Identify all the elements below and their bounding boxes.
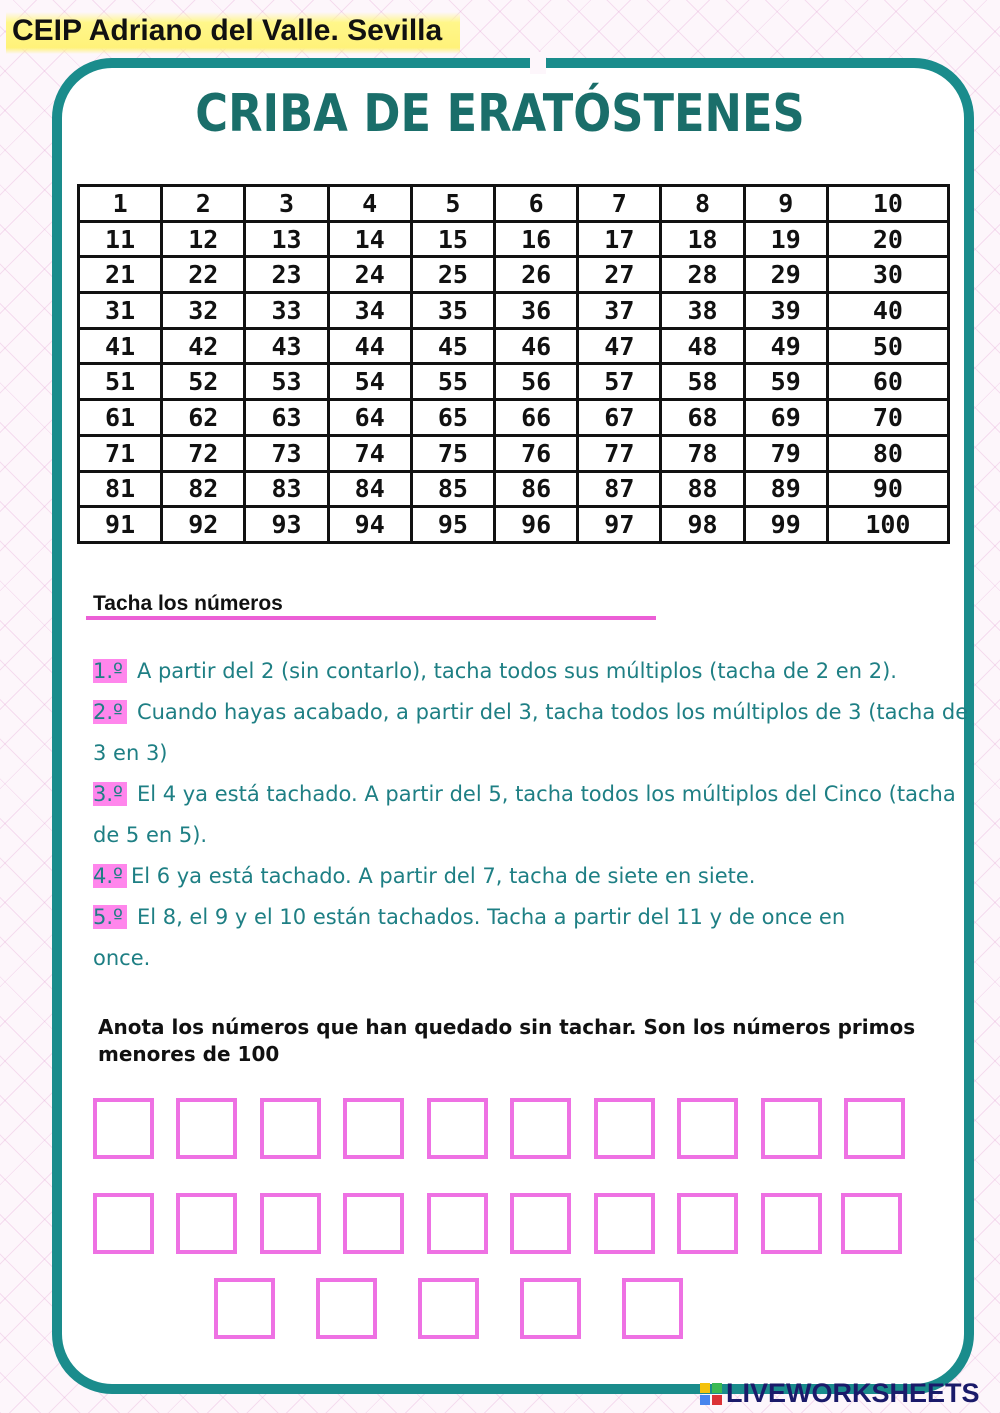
grid-cell[interactable]: 5 [411, 186, 494, 222]
grid-cell[interactable]: 66 [495, 400, 578, 436]
instruction-step [93, 692, 973, 774]
answer-box[interactable] [260, 1098, 321, 1159]
grid-cell[interactable]: 93 [245, 507, 328, 543]
answer-box[interactable] [622, 1278, 683, 1339]
answer-box[interactable] [260, 1193, 321, 1254]
grid-cell[interactable]: 56 [495, 364, 578, 400]
step-text: El 8, el 9 y el 10 están tachados. Tacha a partir del 11 y de once en once. [93, 905, 846, 970]
grid-cell[interactable]: 98 [661, 507, 744, 543]
grid-cell[interactable]: 75 [411, 435, 494, 471]
grid-cell[interactable]: 76 [495, 435, 578, 471]
grid-cell[interactable]: 26 [495, 257, 578, 293]
answer-box[interactable] [93, 1193, 154, 1254]
step-text: Cuando hayas acabado, a partir del 3, tacha todos los múltiplos de 3 (tacha de 3 en 3) [93, 700, 969, 765]
grid-cell[interactable]: 62 [162, 400, 245, 436]
step-number: 2.º [93, 700, 127, 724]
grid-cell[interactable]: 65 [411, 400, 494, 436]
grid-cell[interactable]: 72 [162, 435, 245, 471]
answer-box[interactable] [343, 1098, 404, 1159]
number-grid [77, 184, 950, 544]
grid-cell[interactable]: 90 [827, 471, 948, 507]
grid-cell[interactable]: 97 [578, 507, 661, 543]
instruction-step [93, 774, 973, 856]
grid-cell[interactable]: 45 [411, 328, 494, 364]
grid-cell[interactable]: 4 [328, 186, 411, 222]
answer-box[interactable] [427, 1098, 488, 1159]
grid-cell[interactable]: 61 [79, 400, 162, 436]
grid-cell[interactable]: 35 [411, 293, 494, 329]
grid-cell[interactable]: 18 [661, 221, 744, 257]
answer-box[interactable] [214, 1278, 275, 1339]
grid-cell[interactable]: 37 [578, 293, 661, 329]
answer-box[interactable] [418, 1278, 479, 1339]
answer-box[interactable] [510, 1193, 571, 1254]
school-name: CEIP Adriano del Valle. Sevilla [6, 12, 460, 54]
grid-cell[interactable]: 94 [328, 507, 411, 543]
answer-box[interactable] [427, 1193, 488, 1254]
grid-cell[interactable]: 30 [827, 257, 948, 293]
answer-box[interactable] [844, 1098, 905, 1159]
grid-cell[interactable]: 60 [827, 364, 948, 400]
answer-prompt: Anota los números que han quedado sin tachar. Son los números primos menores de 100 [98, 1015, 916, 1066]
step-number: 5.º [93, 905, 127, 929]
grid-cell[interactable]: 58 [661, 364, 744, 400]
grid-cell[interactable]: 51 [79, 364, 162, 400]
grid-row [79, 435, 949, 471]
grid-cell[interactable]: 29 [744, 257, 827, 293]
grid-cell[interactable]: 52 [162, 364, 245, 400]
grid-cell[interactable]: 11 [79, 221, 162, 257]
step-number: 3.º [93, 782, 127, 806]
grid-cell[interactable]: 50 [827, 328, 948, 364]
answer-box[interactable] [176, 1098, 237, 1159]
grid-cell[interactable]: 9 [744, 186, 827, 222]
grid-cell[interactable]: 43 [245, 328, 328, 364]
grid-cell[interactable]: 13 [245, 221, 328, 257]
grid-cell[interactable]: 95 [411, 507, 494, 543]
grid-cell[interactable]: 96 [495, 507, 578, 543]
grid-cell[interactable]: 31 [79, 293, 162, 329]
grid-cell[interactable]: 7 [578, 186, 661, 222]
grid-cell[interactable]: 91 [79, 507, 162, 543]
grid-cell[interactable]: 83 [245, 471, 328, 507]
grid-cell[interactable]: 57 [578, 364, 661, 400]
grid-cell[interactable]: 34 [328, 293, 411, 329]
instruction-step [93, 651, 973, 692]
grid-cell[interactable]: 1 [79, 186, 162, 222]
grid-cell[interactable]: 32 [162, 293, 245, 329]
grid-cell[interactable]: 87 [578, 471, 661, 507]
grid-cell[interactable]: 27 [578, 257, 661, 293]
answer-box[interactable] [594, 1098, 655, 1159]
grid-row [79, 293, 949, 329]
grid-cell[interactable]: 99 [744, 507, 827, 543]
grid-row [79, 364, 949, 400]
instruction-step [93, 856, 973, 897]
grid-cell[interactable]: 73 [245, 435, 328, 471]
grid-cell[interactable]: 19 [744, 221, 827, 257]
grid-cell[interactable]: 67 [578, 400, 661, 436]
liveworksheets-logo-icon [700, 1383, 722, 1405]
answer-box[interactable] [176, 1193, 237, 1254]
grid-cell[interactable]: 6 [495, 186, 578, 222]
grid-cell[interactable]: 17 [578, 221, 661, 257]
answer-box[interactable] [510, 1098, 571, 1159]
step-number: 4.º [93, 864, 127, 888]
instruction-step [93, 897, 863, 979]
grid-cell[interactable]: 25 [411, 257, 494, 293]
answer-box[interactable] [93, 1098, 154, 1159]
grid-cell[interactable]: 68 [661, 400, 744, 436]
liveworksheets-text: LIVEWORKSHEETS [726, 1378, 980, 1408]
grid-cell[interactable]: 70 [827, 400, 948, 436]
step-number: 1.º [93, 659, 127, 683]
instructions-list [93, 651, 973, 979]
grid-cell[interactable]: 100 [827, 507, 948, 543]
answer-box[interactable] [841, 1193, 902, 1254]
grid-cell[interactable]: 38 [661, 293, 744, 329]
grid-cell[interactable]: 22 [162, 257, 245, 293]
grid-cell[interactable]: 78 [661, 435, 744, 471]
answer-box[interactable] [343, 1193, 404, 1254]
grid-row [79, 257, 949, 293]
section-heading: Tacha los números [93, 592, 283, 615]
grid-row [79, 328, 949, 364]
answer-box[interactable] [677, 1098, 738, 1159]
grid-row [79, 221, 949, 257]
grid-cell[interactable]: 79 [744, 435, 827, 471]
grid-cell[interactable]: 15 [411, 221, 494, 257]
grid-cell[interactable]: 77 [578, 435, 661, 471]
frame-gap [530, 52, 546, 74]
step-text: A partir del 2 (sin contarlo), tacha todos sus múltiplos (tacha de 2 en 2). [136, 659, 897, 683]
grid-cell[interactable]: 64 [328, 400, 411, 436]
grid-row [79, 186, 949, 222]
grid-cell[interactable]: 88 [661, 471, 744, 507]
grid-cell[interactable]: 3 [245, 186, 328, 222]
answer-box[interactable] [594, 1193, 655, 1254]
grid-cell[interactable]: 10 [827, 186, 948, 222]
grid-cell[interactable]: 2 [162, 186, 245, 222]
heading-underline [86, 616, 656, 620]
grid-cell[interactable]: 33 [245, 293, 328, 329]
answer-box[interactable] [520, 1278, 581, 1339]
grid-cell[interactable]: 82 [162, 471, 245, 507]
grid-cell[interactable]: 48 [661, 328, 744, 364]
grid-cell[interactable]: 42 [162, 328, 245, 364]
grid-cell[interactable]: 23 [245, 257, 328, 293]
grid-cell[interactable]: 74 [328, 435, 411, 471]
answer-box[interactable] [677, 1193, 738, 1254]
step-text: El 4 ya está tachado. A partir del 5, tacha todos los múltiplos del Cinco (tacha de 5 en 5). [93, 782, 956, 847]
grid-cell[interactable]: 20 [827, 221, 948, 257]
grid-cell[interactable]: 46 [495, 328, 578, 364]
grid-cell[interactable]: 63 [245, 400, 328, 436]
grid-cell[interactable]: 47 [578, 328, 661, 364]
grid-cell[interactable]: 14 [328, 221, 411, 257]
grid-cell[interactable]: 12 [162, 221, 245, 257]
grid-cell[interactable]: 36 [495, 293, 578, 329]
grid-cell[interactable]: 85 [411, 471, 494, 507]
grid-cell[interactable]: 86 [495, 471, 578, 507]
grid-cell[interactable]: 80 [827, 435, 948, 471]
grid-row [79, 471, 949, 507]
answer-box[interactable] [316, 1278, 377, 1339]
grid-cell[interactable]: 84 [328, 471, 411, 507]
grid-row [79, 400, 949, 436]
grid-cell[interactable]: 71 [79, 435, 162, 471]
answer-box[interactable] [761, 1098, 822, 1159]
grid-cell[interactable]: 53 [245, 364, 328, 400]
answer-box[interactable] [761, 1193, 822, 1254]
grid-cell[interactable]: 16 [495, 221, 578, 257]
step-text: El 6 ya está tachado. A partir del 7, tacha de siete en siete. [130, 864, 756, 888]
grid-cell[interactable]: 81 [79, 471, 162, 507]
grid-cell[interactable]: 8 [661, 186, 744, 222]
grid-cell[interactable]: 49 [744, 328, 827, 364]
grid-cell[interactable]: 44 [328, 328, 411, 364]
grid-cell[interactable]: 41 [79, 328, 162, 364]
grid-cell[interactable]: 69 [744, 400, 827, 436]
grid-cell[interactable]: 59 [744, 364, 827, 400]
grid-cell[interactable]: 39 [744, 293, 827, 329]
grid-cell[interactable]: 92 [162, 507, 245, 543]
grid-row [79, 507, 949, 543]
grid-cell[interactable]: 89 [744, 471, 827, 507]
grid-cell[interactable]: 40 [827, 293, 948, 329]
grid-cell[interactable]: 55 [411, 364, 494, 400]
grid-cell[interactable]: 24 [328, 257, 411, 293]
worksheet-title: CRIBA DE ERATÓSTENES [195, 84, 805, 144]
liveworksheets-watermark [700, 1378, 980, 1409]
grid-cell[interactable]: 28 [661, 257, 744, 293]
grid-cell[interactable]: 21 [79, 257, 162, 293]
grid-cell[interactable]: 54 [328, 364, 411, 400]
